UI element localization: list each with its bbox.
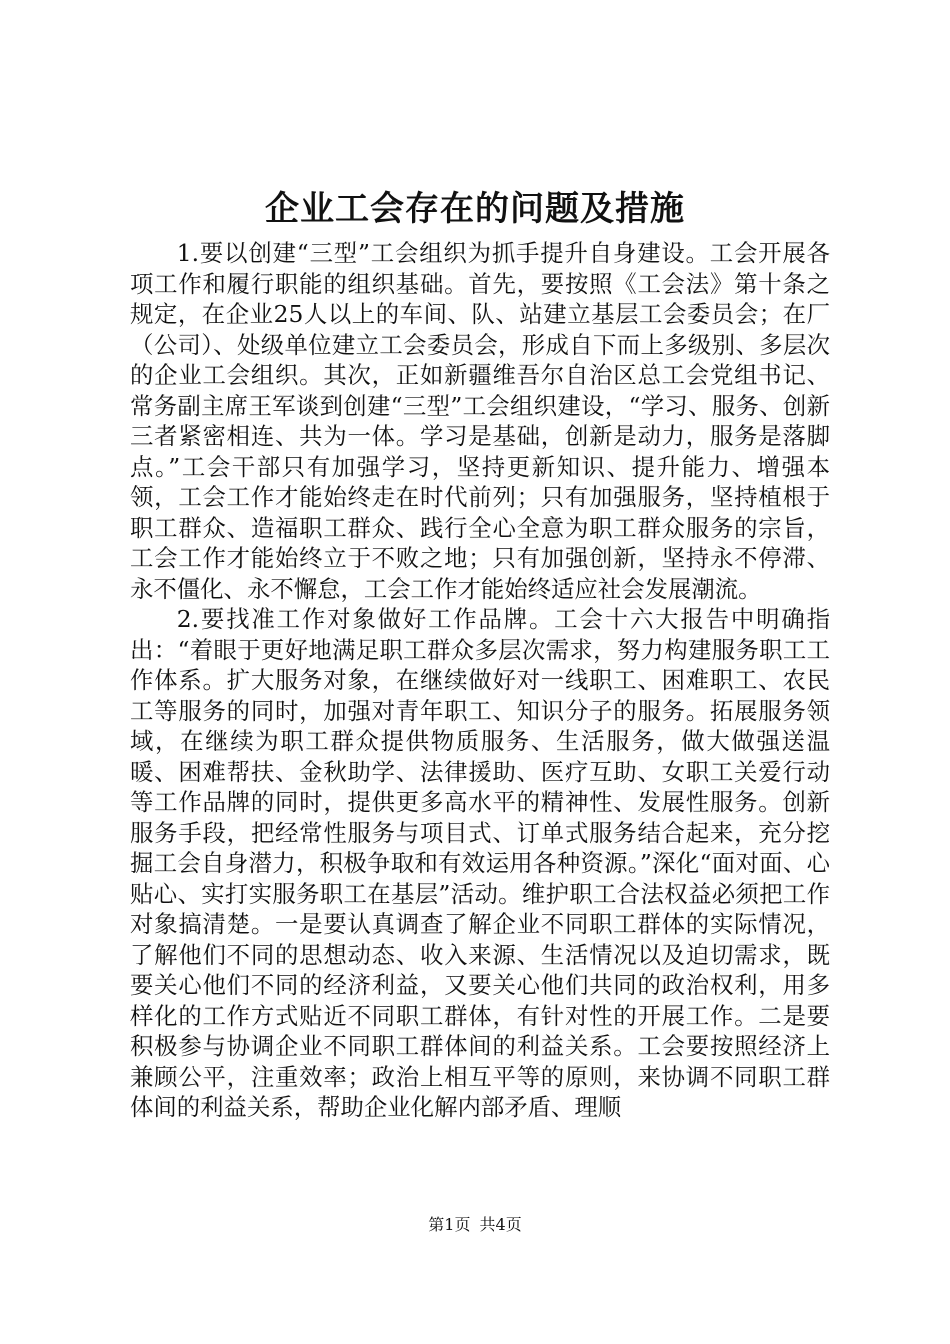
page-total: 共4页: [479, 1215, 522, 1234]
page-number: 第1页: [428, 1215, 471, 1234]
document-body: [130, 238, 830, 1123]
paragraph-2: 2.要找准工作对象做好工作品牌。工会十六大报告中明确指出：“着眼于更好地满足职工群众多层次需求，努力构建服务职工工作体系。扩大服务对象，在继续做好对一线职工、困难职工、农民工等服务的同时，加强对青年职工、知识分子的服务。拓展服务领域，在继续为职工群众提供物质服务、生活服务，做大做强送温暖、困难帮扶、金秋助学、法律援助、医疗互助、女职工关爱行动等工作品牌的同时，提供更多高水平的精神性、发展性服务。创新服务手段，把经常性服务与项目式、订单式服务结合起来，充分挖掘工会自身潜力，积极争取和有效运用各种资源。”深化“面对面、心贴心、实打实服务职工在基层”活动。维护职工合法权益必须把工作对象搞清楚。一是要认真调查了解企业不同职工群体的实际情况，了解他们不同的思想动态、收入来源、生活情况以及迫切需求，既要关心他们不同的经济利益，又要关心他们共同的政治权利，用多样化的工作方式贴近不同职工群体，有针对性的开展工作。二是要积极参与协调企业不同职工群体间的利益关系。工会要按照经济上兼顾公平，注重效率；政治上相互平等的原则，来协调不同职工群体间的利益关系，帮助企业化解内部矛盾、理顺: [130, 605, 830, 1121]
page-footer: [0, 1215, 950, 1235]
paragraph-1: 1.要以创建“三型”工会组织为抓手提升自身建设。工会开展各项工作和履行职能的组织基础。首先，要按照《工会法》第十条之规定，在企业25人以上的车间、队、站建立基层工会委员会；在厂（公司）、处级单位建立工会委员会，形成自下而上多级别、多层次的企业工会组织。其次，正如新疆维吾尔自治区总工会党组书记、常务副主席王军谈到创建“三型”工会组织建设，“学习、服务、创新三者紧密相连、共为一体。学习是基础，创新是动力，服务是落脚点。”工会干部只有加强学习，坚持更新知识、提升能力、增强本领，工会工作才能始终走在时代前列；只有加强服务，坚持植根于职工群众、造福职工群众、践行全心全意为职工群众服务的宗旨，工会工作才能始终立于不败之地；只有加强创新，坚持永不停滞、永不僵化、永不懈怠，工会工作才能始终适应社会发展潮流。: [130, 239, 830, 603]
page-title: 企业工会存在的问题及措施: [265, 189, 685, 229]
